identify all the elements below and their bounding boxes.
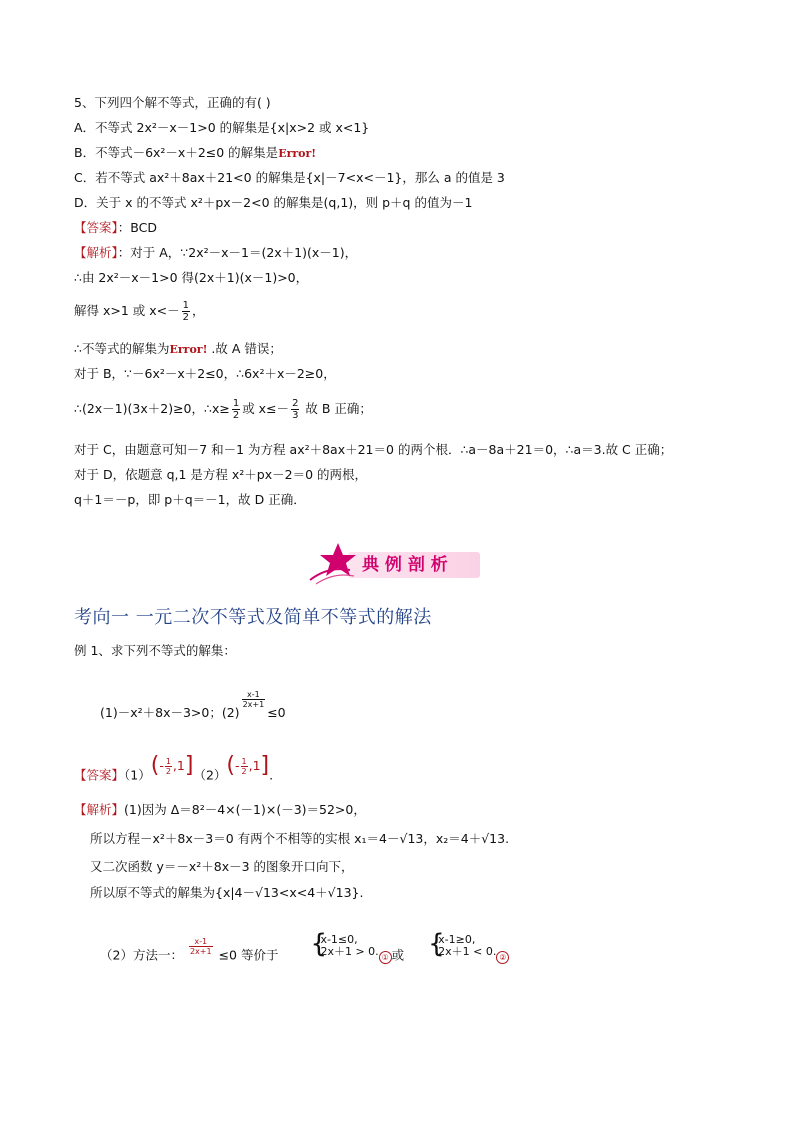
section-title: 考向一 一元二次不等式及简单不等式的解法: [74, 607, 432, 628]
example-1-stem: 例 1、求下列不等式的解集：: [74, 643, 236, 658]
section-banner: [306, 540, 486, 586]
analysis-1-line-3: 又二次函数 y＝－x²＋8x－3 的图象开口向下，: [90, 859, 354, 874]
analysis-1-line-2: 所以方程－x²＋8x－3＝0 有两个不相等的实根 x₁＝4－√13，x₂＝4＋√13.: [90, 831, 510, 846]
option-a: A．不等式 2x²－x－1>0 的解集是{x|x>2 或 x<1}: [74, 120, 370, 135]
analysis-5-line-5: 对于 B，∵－6x²－x＋2≤0，∴6x²＋x－2≥0，: [74, 366, 336, 381]
inequality-system-1: { x-1≤0, 2x＋1 > 0.: [312, 934, 378, 958]
analysis-5-line-7: 对于 C，由题意可知－7 和－1 为方程 ax²＋8ax＋21＝0 的两个根．∴a－8a＋21＝0，∴a＝3.故 C 正确；: [74, 442, 673, 457]
fraction: $\frac{1}{2}$: [232, 398, 240, 421]
fraction: $\frac{2}{3}$: [292, 398, 299, 421]
answer-5: 【答案】：BCD: [74, 220, 157, 235]
answer-1: 【答案】（1）(- $\frac{1}{2},1](2)(-$ $\frac{1}{2},1$].: [74, 753, 274, 783]
fraction: $\frac{x-1}{2x+1}$: [189, 936, 212, 956]
analysis-5-line-6: ∴(2x－1)(3x＋2)≥0，∴x≥ $\frac{1}{2}$ 或 x≤－ $\frac{2}{3}$ 故 B 正确；: [74, 398, 372, 421]
analysis-5-line-2: ∴由 2x²－x－1>0 得(2x＋1)(x－1)>0，: [74, 270, 309, 285]
error-text: Error!: [169, 343, 208, 356]
fraction: $\frac{1}{2}$: [241, 756, 247, 776]
analysis-5-line-8: 对于 D，依题意 q,1 是方程 x²＋px－2＝0 的两根，: [74, 467, 367, 482]
inequality-system-2: { x-1≥0, 2x＋1 < 0.: [430, 934, 496, 958]
fraction: $\frac{1}{2}$: [182, 300, 189, 323]
option-d: D．关于 x 的不等式 x²＋px－2<0 的解集是(q,1)，则 p＋q 的值为－1: [74, 195, 473, 210]
error-text: Error!: [278, 147, 317, 160]
analysis-5-line-9: q＋1＝－p，即 p＋q＝－1，故 D 正确．: [74, 492, 306, 507]
analysis-5-line-4: ∴不等式的解集为Error! .故 A 错误；: [74, 341, 282, 356]
fraction: $\frac{x-1}{2x+1}$: [242, 690, 265, 709]
interval-1: (- $\frac{1}{2},1$]: [150, 753, 194, 778]
analysis-5-line-3: 解得 x>1 或 x<－ $\frac{1}{2}$ ，: [74, 300, 205, 323]
fraction: $\frac{1}{2}$: [165, 756, 171, 776]
banner-title: 典 例 剖 析: [362, 555, 448, 575]
example-1-problems: (1)－x²＋8x－3>0；(2) $\frac{x-1}{2x+1}$ ≤0: [100, 690, 286, 720]
analysis-1-line-4: 所以原不等式的解集为{x|4－√13<x<4＋√13}.: [90, 885, 364, 900]
interval-2: (- $\frac{1}{2},1$]: [226, 753, 270, 778]
option-b: B．不等式－6x²－x＋2≤0 的解集是Error!: [74, 145, 317, 160]
option-c: C．若不等式 ax²＋8ax＋21<0 的解集是{x|－7<x<－1}，那么 a 的值是 3: [74, 170, 505, 185]
analysis-1-method-1: （2）方法一： $\frac{x-1}{2x+1}$ ≤0 等价于 { x-1≤0, 2x＋1 > 0. ① 或 { x-1≥0, 2x＋1 < 0. ②: [100, 944, 509, 968]
analysis-5-line-1: 【解析】：对于 A，∵2x²－x－1＝(2x＋1)(x－1)，: [74, 245, 358, 260]
question-5-stem: 5、下列四个解不等式，正确的有( ): [74, 95, 271, 110]
analysis-1-line-1: 【解析】(1)因为 Δ＝8²－4×(－1)×(－3)＝52>0，: [74, 802, 366, 817]
